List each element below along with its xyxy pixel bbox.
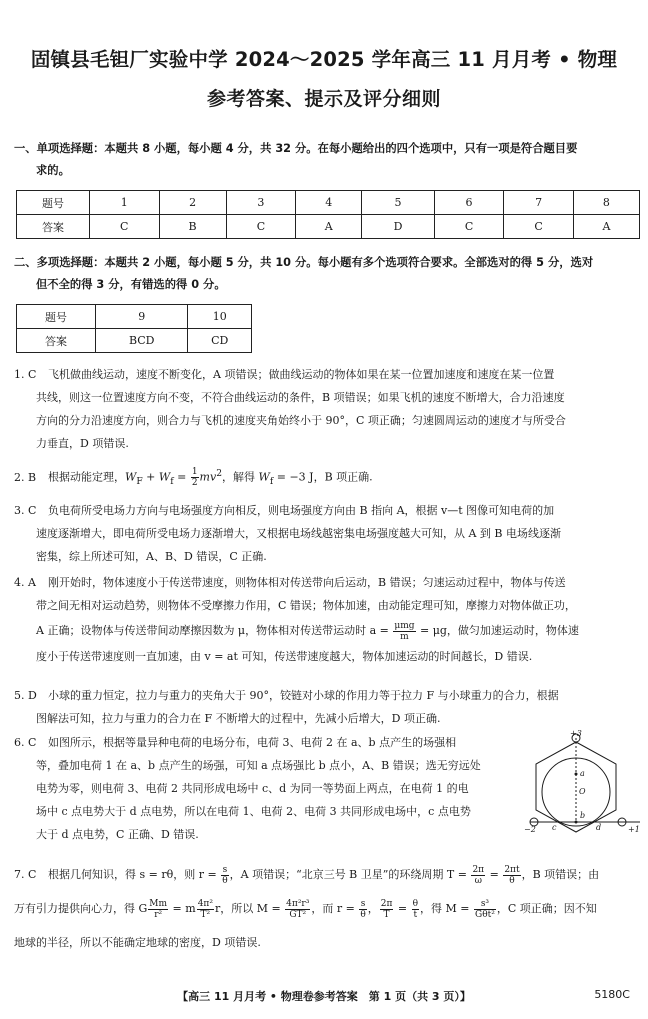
fraction [221, 865, 228, 886]
fraction [191, 467, 199, 488]
table-cell: A [296, 215, 362, 239]
explanation-line: 飞机做曲线运动，速度不断变化，A 项错误；做曲线运动的物体如果在某一位置加速度和速度在某一位置 [48, 368, 555, 381]
question-number: 4. A [14, 576, 36, 589]
table-cell: CD [188, 329, 252, 353]
table-cell: 9 [96, 305, 188, 329]
explanation-text: ， [367, 902, 379, 915]
label-left-charge: −2 [524, 825, 536, 834]
explanation-q1 [14, 363, 636, 455]
section1-heading [14, 138, 640, 182]
fraction [474, 899, 496, 920]
fraction [197, 899, 214, 920]
explanation-q3 [14, 499, 636, 568]
explanation-text: ，得 M = [420, 902, 474, 915]
table-row [17, 191, 640, 215]
explanation-line: 密集，综上所述可知，A、B、D 错误，C 正确. [36, 550, 267, 563]
fraction-numerator: μmg [394, 620, 415, 631]
fraction-numerator: 4π² [197, 898, 213, 909]
section1-heading-line2: 求的。 [36, 164, 70, 177]
section1-heading-line1: 一、单项选择题：本题共 8 小题，每小题 4 分，共 32 分。在每小题给出的四个选项中，只有一项是符合题目要 [14, 142, 578, 155]
explanation-q7 [14, 858, 636, 960]
explanation-text: A 正确；设物体与传送带间动摩擦因数为 μ，物体相对传送带运动时 a = [36, 624, 393, 637]
table-row-label: 答案 [17, 215, 90, 239]
table-cell: 6 [434, 191, 504, 215]
point-marker [575, 821, 578, 824]
fraction-numerator: s [360, 898, 366, 909]
charge-field-diagram [500, 730, 645, 840]
point-marker [575, 773, 578, 776]
explanation-q6 [14, 731, 504, 846]
table-row [17, 329, 252, 353]
explanation-q2 [14, 462, 636, 493]
page-footer: 【高三 11 月月考 • 物理卷参考答案 第 1 页（共 3 页）】 [177, 990, 471, 1003]
fraction-denominator: θ [509, 875, 515, 886]
table-cell: C [90, 215, 160, 239]
fraction-numerator: θ [412, 898, 419, 909]
explanation-line: 度小于传送带速度则一直加速，由 v = at 可知，传送带速度越大，物体加速运动的时间越长，D 错误. [36, 650, 533, 663]
label-center: O [579, 787, 586, 796]
fraction-denominator: θ [360, 909, 366, 920]
table-cell: BCD [96, 329, 188, 353]
fraction-numerator: s³ [474, 899, 496, 910]
table-cell: 5 [362, 191, 435, 215]
fraction-numerator: s [222, 864, 228, 875]
explanation-line: 负电荷所受电场力方向与电场强度方向相反，则电场强度方向由 B 指向 A，根据 v—t 图像可知电荷的加 [48, 504, 555, 517]
table-cell: 4 [296, 191, 362, 215]
fraction-numerator: Mm [149, 898, 168, 909]
explanation-text: ，而 r = [311, 902, 359, 915]
table-cell: C [226, 215, 296, 239]
math-superscript: 2 [216, 468, 223, 479]
math-symbol: W [125, 470, 137, 484]
explanation-line: 大于 d 点电势，C 正确、D 错误. [36, 828, 199, 841]
fraction-denominator: Gθt² [475, 909, 495, 920]
question-number: 6. C [14, 736, 37, 749]
table-row-label: 题号 [17, 191, 90, 215]
fraction-denominator: T [383, 909, 390, 920]
question-number: 2. B [14, 470, 37, 484]
fraction [503, 865, 520, 886]
document-code: 5180C [594, 988, 630, 1001]
math-operator: = [394, 902, 411, 915]
explanation-line: 等，叠加电荷 1 在 a、b 点产生的场强，可知 a 点场强比 b 点小，A、B 错误；选无穷远处 [36, 759, 481, 772]
explanation-text: = −3 J，B 项正确. [273, 470, 373, 484]
explanation-text: 根据动能定理， [48, 470, 125, 484]
math-subscript: F [136, 475, 143, 487]
section2-heading [14, 252, 640, 296]
explanation-line: 电势为零，则电荷 3、电荷 2 共同形成电场中 c、d 为同一等势面上两点，在电荷 1 的电 [36, 782, 469, 795]
explanation-q4 [14, 571, 636, 668]
math-operator: = [486, 868, 503, 881]
explanation-line: 如图所示，根据等量异种电荷的电场分布，电荷 3、电荷 2 在 a、b 点产生的场强相 [48, 736, 457, 749]
section2-answer-table [16, 304, 252, 353]
fraction-numerator: 1 [191, 467, 198, 478]
explanation-q5 [14, 684, 636, 730]
fraction [412, 899, 419, 920]
fraction [359, 899, 366, 920]
table-row-label: 答案 [17, 329, 96, 353]
table-cell: 10 [188, 305, 252, 329]
table-cell: 8 [573, 191, 639, 215]
table-cell: 3 [226, 191, 296, 215]
label-right-charge: +1 [628, 825, 640, 834]
fraction-numerator: 2π [472, 864, 485, 875]
explanation-text: 根据几何知识，得 s = rθ，则 r = [48, 868, 221, 881]
explanation-line: 图解法可知，拉力与重力的合力在 F 不断增大的过程中，先减小后增大，D 项正确. [36, 712, 441, 725]
table-cell: A [573, 215, 639, 239]
math-subscript: f [269, 475, 274, 487]
label-top-charge: +3 [570, 730, 582, 738]
explanation-line: 带之间无相对运动趋势，则物体不受摩擦力作用，C 错误；物体加速，由动能定理可知，摩擦力对物体做正功， [36, 599, 576, 612]
label-point-a: a [580, 769, 585, 778]
math-symbol: W [158, 470, 171, 484]
fraction-numerator: 2π [380, 898, 393, 909]
label-point-d: d [596, 823, 602, 832]
question-number: 5. D [14, 689, 37, 702]
table-cell: D [362, 215, 435, 239]
fraction-denominator: ω [474, 875, 482, 886]
table-row [17, 215, 640, 239]
table-cell: 2 [159, 191, 226, 215]
fraction-denominator: θ [222, 875, 228, 886]
fraction-numerator: 4π²r³ [286, 898, 310, 909]
question-number: 1. C [14, 368, 37, 381]
explanation-text: ，B 项错误；由 [521, 868, 600, 881]
section1-answer-table [16, 190, 640, 239]
fraction [471, 865, 485, 886]
fraction-denominator: m [400, 631, 409, 642]
explanation-line: 力垂直，D 项错误. [36, 437, 129, 450]
table-cell: C [434, 215, 504, 239]
fraction-denominator: t [413, 909, 418, 920]
table-row [17, 305, 252, 329]
explanation-line: 场中 c 点电势大于 d 点电势，所以在电荷 1、电荷 2、电荷 3 共同形成电场中，c 点电势 [36, 805, 471, 818]
question-number: 3. C [14, 504, 37, 517]
label-point-c: c [552, 823, 557, 832]
fraction-denominator: 2 [191, 478, 198, 489]
math-symbol: mv [199, 470, 217, 484]
table-cell: B [159, 215, 226, 239]
explanation-line: 小球的重力恒定，拉力与重力的夹角大于 90°，铰链对小球的作用力等于拉力 F 与小球重力的合力，根据 [48, 689, 559, 702]
explanation-line: 速度逐渐增大，即电荷所受电场力逐渐增大，又根据电场线越密集电场强度越大可知，从 A 到 B 电场线逐渐 [36, 527, 562, 540]
table-row-label: 题号 [17, 305, 96, 329]
fraction-denominator: GT² [289, 909, 307, 920]
label-point-b: b [580, 811, 586, 820]
section2-heading-line2: 但不全的得 3 分，有错选的得 0 分。 [36, 278, 226, 291]
explanation-text: ，C 项正确；因不知 [496, 902, 597, 915]
table-cell: C [504, 215, 574, 239]
table-cell: 1 [90, 191, 160, 215]
explanation-line [14, 858, 636, 892]
fraction [285, 899, 310, 920]
explanation-line: 共线，则这一位置速度方向不变，不符合曲线运动的条件，B 项错误；如果飞机的速度不断增大，合力沿速度 [36, 391, 565, 404]
math-operator: = [173, 470, 190, 484]
fraction [393, 621, 415, 642]
explanation-line: 地球的半径，所以不能确定地球的密度，D 项错误. [14, 936, 261, 949]
explanation-text: r，所以 M = [214, 902, 285, 915]
explanation-line: 刚开始时，物体速度小于传送带速度，则物体相对传送带向后运动，B 错误；匀速运动过程中，物体与传送 [48, 576, 566, 589]
fraction-denominator: T² [200, 909, 211, 920]
math-symbol: W [258, 470, 270, 484]
explanation-text: = μg，做匀加速运动时，物体速 [416, 624, 579, 637]
section2-heading-line1: 二、多项选择题：本题共 2 小题，每小题 5 分，共 10 分。每小题有多个选项符合要求。全部选对的得 5 分，选对 [14, 256, 594, 269]
explanation-text: = m [169, 902, 196, 915]
math-subscript: f [170, 475, 174, 487]
question-number: 7. C [14, 868, 37, 881]
explanation-line [14, 892, 636, 926]
explanation-text: 万有引力提供向心力，得 G [14, 902, 148, 915]
math-operator: + [142, 470, 159, 484]
fraction [148, 899, 168, 920]
table-cell: 7 [504, 191, 574, 215]
explanation-line: 方向的分力沿速度方向，则合力与飞机的速度夹角始终小于 90°，C 项正确；匀速圆周运动的速度才与所受合 [36, 414, 566, 427]
fraction-denominator: r² [154, 909, 163, 920]
fraction-numerator: 2πt [504, 864, 520, 875]
explanation-text: ，A 项错误；“北京三号 B 卫星”的环绕周期 T = [229, 868, 471, 881]
explanation-text: ，解得 [222, 470, 259, 484]
page-subtitle: 参考答案、提示及评分细则 [206, 88, 441, 110]
fraction [380, 899, 394, 920]
page-title: 固镇县毛钽厂实验中学 2024～2025 学年高三 11 月月考 • 物理 [30, 48, 618, 71]
explanation-line [14, 617, 636, 645]
